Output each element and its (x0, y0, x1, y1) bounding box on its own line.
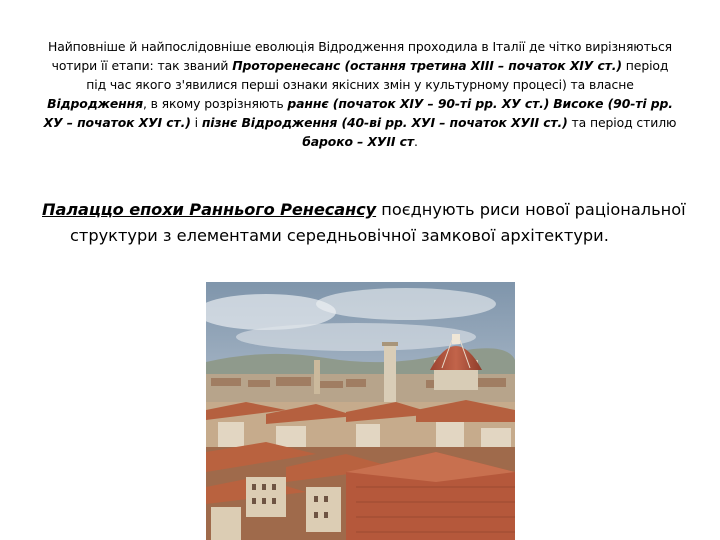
palazzo-lead-term: Палаццо епохи Раннього Ренесансу (42, 200, 377, 219)
late-renaissance-term: пізнє Відродження (40-ві рр. XУI – початок XУII ст.) (201, 115, 568, 130)
palazzo-tower (314, 360, 320, 394)
renaissance-term: Відродження (47, 96, 143, 111)
baroque-term: бароко – XУII ст (302, 134, 414, 149)
palazzo-line-1-rest: поєднують риси нової раціональної (376, 200, 686, 219)
bell-tower (384, 344, 396, 404)
palazzo-paragraph (42, 197, 692, 249)
bell-tower-top (382, 342, 398, 346)
intro-text-1: Найповніше й найпослідовніше еволюція Відродження проходила в Італії де чітко вирізняються чотири її етапи: так званий (47, 39, 673, 73)
palazzo-line-2: структури з елементами середньовічної замкової архітектури. (70, 226, 609, 245)
intro-text-2: період під час якого з'явилися перші ознаки якісних змін у культурному процесі) та власне (86, 58, 669, 92)
florence-skyline-image (206, 282, 515, 540)
cloud (236, 323, 476, 351)
intro-text-6: та період стилю (567, 115, 677, 130)
intro-paragraph (40, 37, 680, 151)
florence-photo (206, 282, 515, 540)
cloud (316, 288, 496, 320)
palazzo-line-1 (42, 197, 692, 223)
intro-text-5: і (190, 115, 202, 130)
dome-lantern (452, 334, 460, 344)
intro-text-3: , в якому розрізняють (142, 96, 288, 111)
high-renaissance-term: Високе (90-ті рр. XУ – початок XУI ст.) (43, 96, 673, 130)
intro-text-7: . (413, 134, 418, 149)
proto-renaissance-term: Проторенесанс (остання третина XIII – початок XIУ ст.) (232, 58, 622, 73)
early-renaissance-term: раннє (початок XIУ – 90-ті рр. XУ ст.) (287, 96, 550, 111)
